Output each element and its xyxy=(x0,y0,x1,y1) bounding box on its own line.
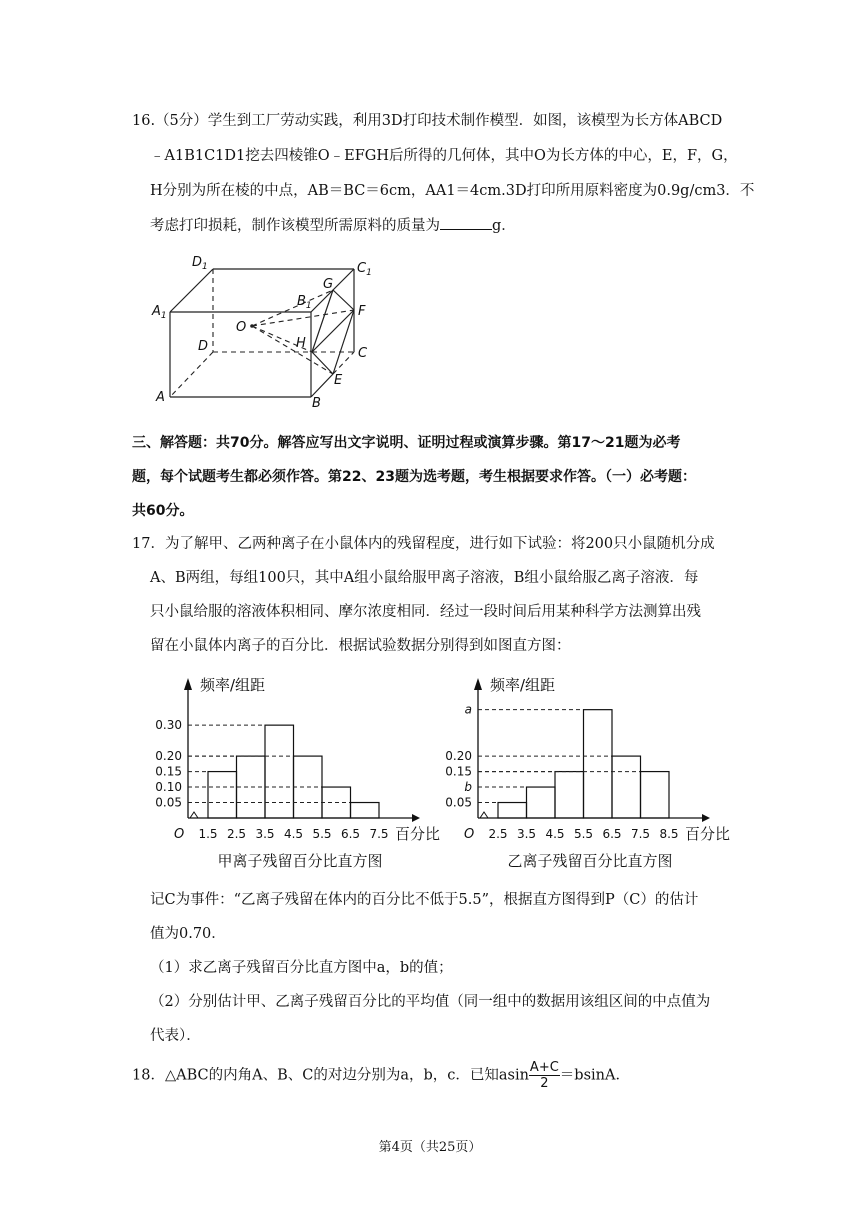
x-tick-label: 7.5 xyxy=(369,827,389,841)
x-tick-label: 8.5 xyxy=(659,827,679,841)
q17-line-2: A、B两组，每组100只，其中A组小鼠给服甲离子溶液，B组小鼠给服乙离子溶液．每 xyxy=(150,570,699,586)
histogram-bar xyxy=(498,803,527,818)
label-H: H xyxy=(296,336,306,351)
q17-part-3: 代表）． xyxy=(150,1028,201,1044)
q17-line-1: 17．为了解甲、乙两种离子在小鼠体内的残留程度，进行如下试验：将200只小鼠随机分成 xyxy=(132,536,715,552)
axis-break xyxy=(480,812,488,818)
page-footer: 第4页（共25页） xyxy=(378,1140,482,1155)
x-tick-label: 6.5 xyxy=(602,827,622,841)
label-A: A xyxy=(156,390,165,405)
y-tick-label: 0.20 xyxy=(155,749,182,764)
x-tick-label: 2.5 xyxy=(226,827,247,841)
label-E: E xyxy=(334,373,343,388)
section3-line-2: 题，每个试题考生都必须作答。第22、23题为选考题，考生根据要求作答。（一）必考题： xyxy=(132,469,696,485)
x-tick-label: 3.5 xyxy=(516,827,537,841)
label-G: G xyxy=(323,277,334,292)
q18-prefix: 18．△ABC的内角A、B、C的对边分别为a，b，c．已知asin xyxy=(132,1067,529,1084)
y-tick-label: 0.15 xyxy=(445,764,472,779)
q18-fraction xyxy=(529,1060,560,1091)
histogram-bar xyxy=(265,725,294,818)
x-tick-label: 7.5 xyxy=(630,827,651,841)
histogram-title: 乙离子残留百分比直方图 xyxy=(507,852,673,870)
q17-line-4: 留在小鼠体内离子的百分比．根据试验数据分别得到如图直方图： xyxy=(150,638,571,654)
histogram-bar xyxy=(208,772,237,818)
q17-part-2: （2）分别估计甲、乙离子残留百分比的平均值（同一组中的数据用该组区间的中点值为 xyxy=(150,994,711,1010)
cuboid-figure xyxy=(140,250,390,410)
origin-label: O xyxy=(464,827,475,842)
histogram-bar xyxy=(612,756,641,818)
q16-line-4-text: 考虑打印损耗，制作该模型所需原料的质量为 xyxy=(150,218,440,234)
label-A1: $A_1$ xyxy=(152,304,167,321)
y-tick-label: 0.20 xyxy=(445,749,472,764)
x-tick-label: 4.5 xyxy=(545,827,565,841)
label-O: O xyxy=(236,320,247,335)
y-tick-label: 0.10 xyxy=(155,780,182,795)
x-axis-label: 百分比 xyxy=(395,825,441,843)
y-axis-label: 频率/组距 xyxy=(200,676,266,694)
y-tick-label: a xyxy=(464,702,472,717)
q16-line-4-unit: g． xyxy=(492,218,516,234)
label-D1: $D_1$ xyxy=(192,255,208,272)
label-B1: $B_1$ xyxy=(297,294,312,311)
histogram-jia xyxy=(150,668,450,878)
q18-suffix: ＝bsinA． xyxy=(559,1067,630,1084)
y-axis-arrow xyxy=(474,678,482,690)
section3-line-1: 三、解答题：共70分。解答应写出文字说明、证明过程或演算步骤。第17～21题为必考 xyxy=(132,435,681,451)
answer-blank xyxy=(440,215,492,230)
q17-line-3: 只小鼠给服的溶液体积相同、摩尔浓度相同．经过一段时间后用某种科学方法测算出残 xyxy=(150,604,701,620)
histogram-bar xyxy=(641,772,670,818)
x-tick-label: 2.5 xyxy=(488,827,508,841)
x-tick-label: 4.5 xyxy=(283,827,304,841)
y-tick-label: 0.05 xyxy=(155,795,182,810)
histogram-yi xyxy=(440,668,740,878)
x-tick-label: 1.5 xyxy=(198,827,218,841)
x-axis-label: 百分比 xyxy=(685,825,731,843)
histogram-bar xyxy=(351,803,380,818)
histogram-title: 甲离子残留百分比直方图 xyxy=(217,852,383,870)
q16-line-3: H分别为所在棱的中点，AB＝BC＝6cm，AA1＝4cm.3D打印所用原料密度为0.9g/cm3．不 xyxy=(150,183,755,199)
y-axis-arrow xyxy=(184,678,192,690)
x-tick-label: 3.5 xyxy=(255,827,275,841)
label-C1: $C_1$ xyxy=(357,261,372,278)
q17-part-1: （1）求乙离子残留百分比直方图中a，b的值； xyxy=(150,960,453,976)
label-C: C xyxy=(358,346,368,361)
histogram-bar xyxy=(555,772,584,818)
histogram-bar xyxy=(584,710,613,818)
x-tick-label: 5.5 xyxy=(312,827,332,841)
label-D: D xyxy=(198,339,209,354)
q16-line-2: ﹣A1B1C1D1挖去四棱锥O﹣EFGH后所得的几何体，其中O为长方体的中心，E，F，G， xyxy=(150,148,738,164)
y-axis-label: 频率/组距 xyxy=(490,676,556,694)
x-axis-arrow xyxy=(702,814,710,822)
q16-line-4 xyxy=(150,215,516,236)
q18-line xyxy=(132,1060,630,1091)
q16-line-1: 16.（5分）学生到工厂劳动实践，利用3D打印技术制作模型．如图，该模型为长方体ABCD xyxy=(132,113,723,129)
x-tick-label: 6.5 xyxy=(340,827,361,841)
axis-break xyxy=(190,812,198,818)
y-tick-label: b xyxy=(464,780,472,795)
section3-line-3: 共60分。 xyxy=(132,503,194,519)
y-tick-label: 0.05 xyxy=(445,795,472,810)
q17-after-2: 值为0.70． xyxy=(150,926,226,942)
origin-label: O xyxy=(174,827,185,842)
q18-frac-den: 2 xyxy=(540,1076,549,1091)
label-F: F xyxy=(358,304,366,319)
q18-frac-num: A+C xyxy=(529,1060,559,1075)
y-tick-label: 0.15 xyxy=(155,764,182,779)
y-tick-label: 0.30 xyxy=(155,718,182,733)
x-tick-label: 5.5 xyxy=(573,827,594,841)
x-axis-arrow xyxy=(412,814,420,822)
q17-after-1: 记C为事件：“乙离子残留在体内的百分比不低于5.5”，根据直方图得到P（C）的估计 xyxy=(150,892,699,908)
label-B: B xyxy=(312,396,321,410)
histogram-bar xyxy=(527,787,556,818)
